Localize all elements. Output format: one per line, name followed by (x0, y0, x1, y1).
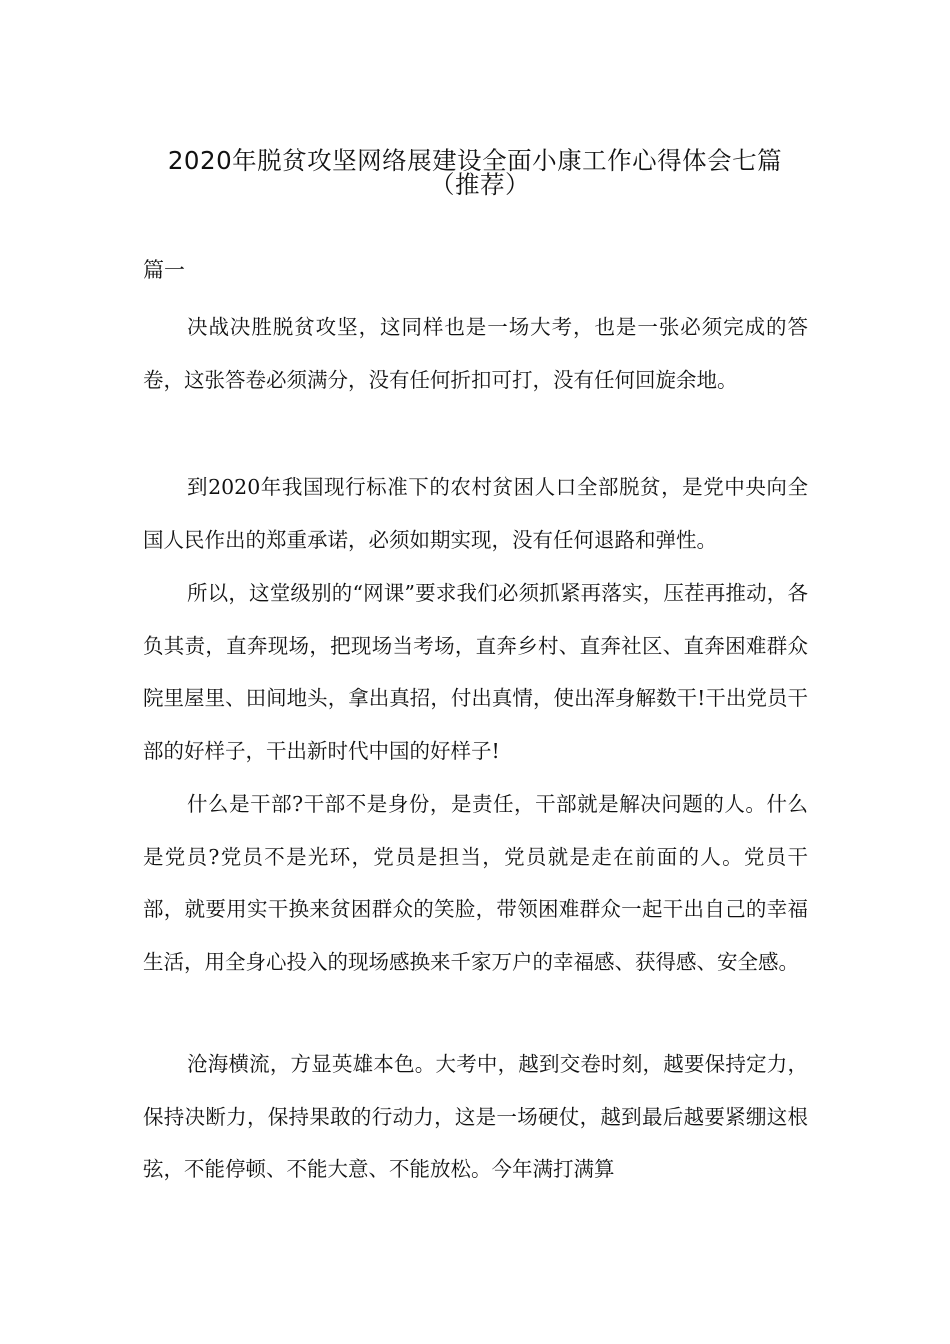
paragraph-4: 什么是干部?干部不是身份，是责任，干部就是解决问题的人。什么是党员?党员不是光环，党员是担当，党员就是走在前面的人。党员干部，就要用实干换来贫困群众的笑脸，带领困难群众一起干出自己的幸福生活，用全身心投入的现场感换来千家万户的幸福感、获得感、安全感。 (143, 792, 808, 974)
paragraph-3: 所以，这堂级别的“网课”要求我们必须抓紧再落实，压茬再推动，各负其责，直奔现场，把现场当考场，直奔乡村、直奔社区、直奔困难群众院里屋里、田间地头，拿出真招，付出真情，使出浑身解数干!干出党员干部的好样子，干出新时代中国的好样子! (143, 581, 808, 763)
paragraph-2: 到2020年我国现行标准下的农村贫困人口全部脱贫，是党中央向全国人民作出的郑重承诺，必须如期实现，没有任何退路和弹性。 (143, 475, 808, 552)
document-title-line2: （推荐） (430, 170, 530, 199)
paragraph-5: 沧海横流，方显英雄本色。大考中，越到交卷时刻，越要保持定力，保持决断力，保持果敢的行动力，这是一场硬仗，越到最后越要紧绷这根弦，不能停顿、不能大意、不能放松。今年满打满算 (143, 1052, 808, 1182)
document-title-line1: 2020年脱贫攻坚网络展建设全面小康工作心得体会七篇 (167, 146, 783, 175)
paragraph-1: 决战决胜脱贫攻坚，这同样也是一场大考，也是一张必须完成的答卷，这张答卷必须满分，没有任何折扣可打，没有任何回旋余地。 (143, 315, 808, 392)
section-label: 篇一 (143, 258, 185, 282)
